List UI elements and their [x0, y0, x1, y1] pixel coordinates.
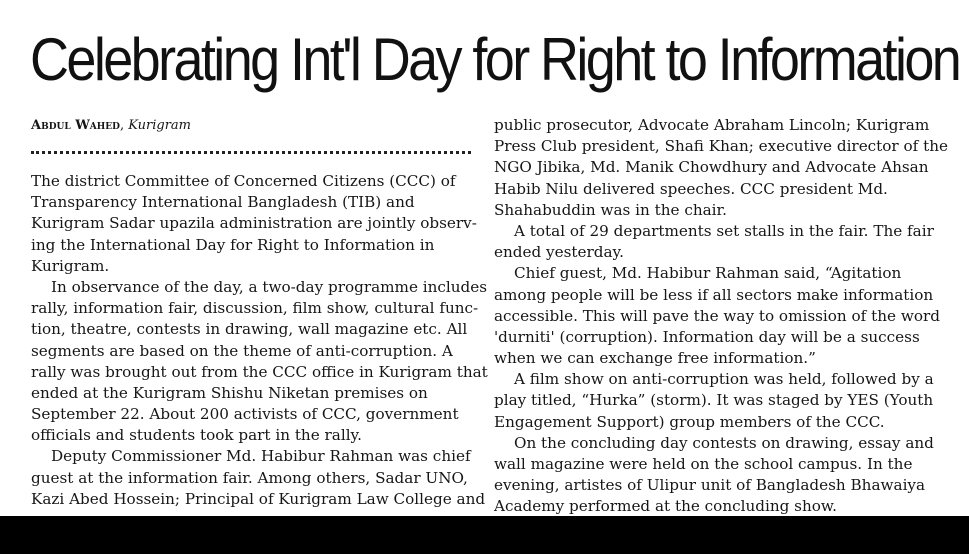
text-line: tion, theatre, contests in drawing, wall magazine etc. All [31, 320, 468, 339]
byline [31, 116, 191, 136]
article-column-right [494, 115, 952, 518]
text-line: Press Club president, Shafi Khan; executive director of the [494, 137, 948, 156]
text-line: when we can exchange free information.” [494, 349, 816, 368]
text-line: officials and students took part in the rally. [31, 426, 362, 445]
text-line: NGO Jibika, Md. Manik Chowdhury and Advocate Ahsan [494, 158, 929, 177]
dotted-divider [31, 151, 471, 154]
article-column-left [31, 171, 488, 510]
text-line: among people will be less if all sectors make information [494, 285, 934, 304]
text-line: Habib Nilu delivered speeches. CCC president Md. [494, 179, 888, 198]
text-line: The district Committee of Concerned Citizens (CCC) of [31, 172, 456, 190]
text-line: wall magazine were held on the school campus. In the [494, 455, 913, 473]
text-line: ing the International Day for Right to Information in [31, 235, 435, 254]
text-line: ended at the Kurigram Shishu Niketan premises on [31, 383, 428, 402]
text-line: Kurigram. [31, 256, 110, 275]
text-line: guest at the information fair. Among others, Sadar UNO, [31, 468, 468, 487]
text-line: 'durniti' (corruption). Information day will be a success [494, 327, 920, 346]
text-line: rally, information fair, discussion, film show, cultural func- [31, 299, 479, 318]
text-line: Academy performed at the concluding show. [494, 497, 837, 516]
text-line: ended yesterday. [494, 243, 624, 262]
byline-author: Abdul Wahed [31, 118, 120, 133]
text-line: accessible. This will pave the way to omission of the word [494, 306, 940, 325]
text-line: rally was brought out from the CCC office in Kurigram that [31, 362, 488, 381]
text-line: evening, artistes of Ulipur unit of Bangladesh Bhawaiya [494, 476, 926, 495]
text-line: public prosecutor, Advocate Abraham Lincoln; Kurigram [494, 116, 930, 134]
text-line: Shahabuddin was in the chair. [494, 200, 727, 219]
text-line: Transparency International Bangladesh (TIB) and [31, 193, 415, 212]
text-line: On the concluding day contests on drawing, essay and [514, 433, 934, 452]
article-headline: Celebrating Int'l Day for Right to Information [30, 26, 960, 94]
byline-separator: , [119, 118, 129, 133]
text-line: A film show on anti-corruption was held, followed by a [514, 370, 934, 389]
text-line: Kazi Abed Hossein; Principal of Kurigram Law College and [31, 489, 486, 508]
text-line: Engagement Support) group members of the CCC. [494, 412, 885, 431]
text-line: A total of 29 departments set stalls in the fair. The fair [514, 221, 934, 240]
text-line: Kurigram Sadar upazila administration are jointly observ- [31, 214, 477, 233]
text-line: segments are based on the theme of anti-corruption. A [31, 341, 453, 360]
text-line: September 22. About 200 activists of CCC, government [31, 405, 459, 424]
text-line: In observance of the day, a two-day programme includes [51, 277, 488, 296]
text-line: play titled, “Hurka” (storm). It was staged by YES (Youth [494, 391, 934, 410]
bottom-black-bar [0, 516, 969, 554]
text-line: Chief guest, Md. Habibur Rahman said, “Agitation [514, 264, 902, 283]
text-line: Deputy Commissioner Md. Habibur Rahman was chief [51, 447, 471, 466]
byline-location: Kurigram [128, 118, 192, 133]
